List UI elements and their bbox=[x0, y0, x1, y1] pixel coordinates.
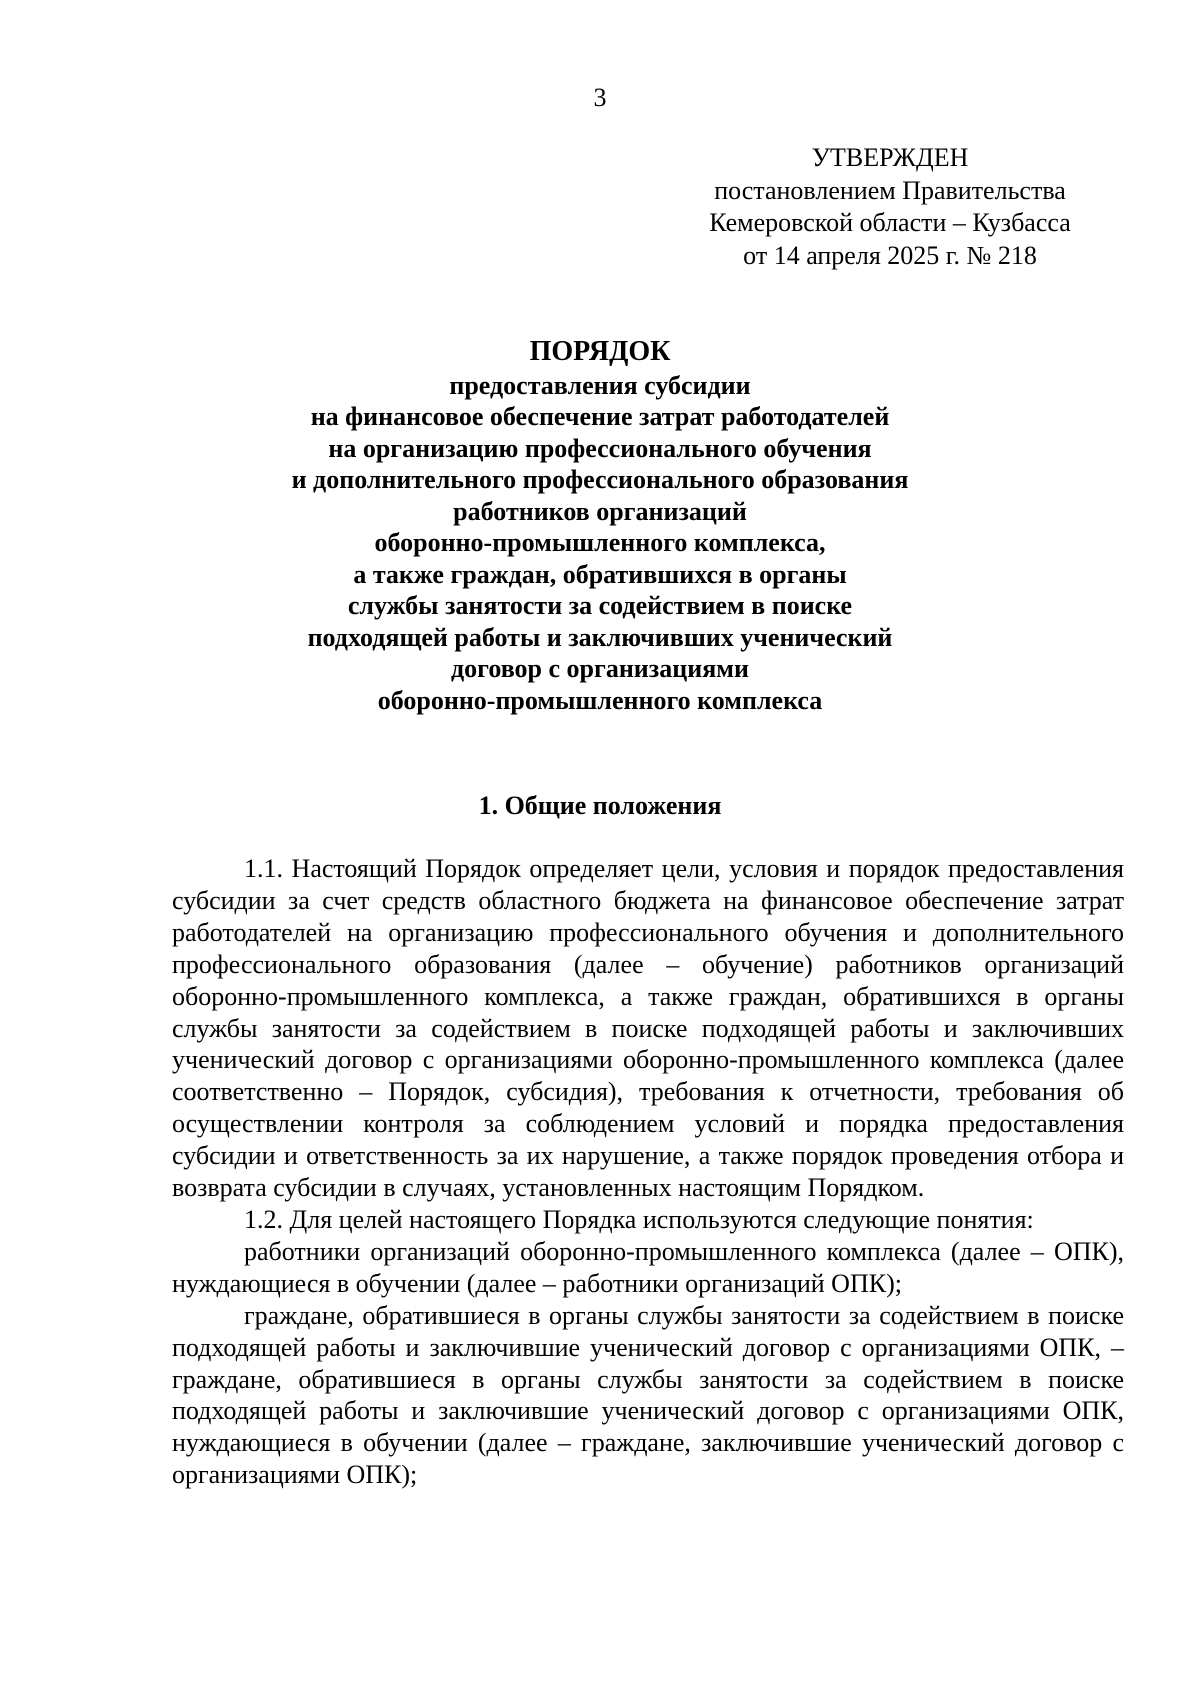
approval-region: Кемеровской области – Кузбасса bbox=[709, 208, 1071, 237]
title-line: договор с организациями bbox=[451, 654, 749, 683]
title-line: на финансовое обеспечение затрат работодателей bbox=[310, 402, 890, 431]
paragraph-1-2: 1.2. Для целей настоящего Порядка используются следующие понятия: bbox=[244, 1204, 1034, 1234]
definition-workers: работники организаций оборонно-промышленного комплекса (далее – ОПК), нуждающиеся в обучении (далее – работники организаций ОПК); bbox=[172, 1236, 1124, 1298]
approval-stamp bbox=[640, 142, 1140, 272]
approval-authority: постановлением Правительства bbox=[714, 175, 1066, 205]
title-line: оборонно-промышленного комплекса bbox=[377, 685, 823, 715]
document-title bbox=[120, 336, 1080, 716]
page-number: 3 bbox=[593, 83, 607, 112]
paragraph-1-1: 1.1. Настоящий Порядок определяет цели, условия и порядок предоставления субсидии за счет средств областного бюджета на финансовое обеспечение затрат работодателей на организацию профессионального обучения и дополнительного профессионального образования (далее – обучение) работников организаций оборонно-промышленного комплекса, а также граждан, обратившихся в органы службы занятости за содействием в поиске подходящей работы и заключивших ученический договор с организациями оборонно-промышленного комплекса (далее соответственно – Порядок, субсидия), требования к отчетности, требования об осуществлении контроля за соблюдением условий и порядка предоставления субсидии и ответственность за их нарушение, а также порядок проведения отбора и возврата субсидии в случаях, установленных настоящим Порядком. bbox=[172, 854, 1124, 1203]
title-line: службы занятости за содействием в поиске bbox=[347, 591, 853, 620]
title-line: работников организаций bbox=[453, 496, 747, 526]
title-line: на организацию профессионального обучения bbox=[328, 433, 872, 463]
title-line: а также граждан, обратившихся в органы bbox=[353, 559, 847, 589]
title-line: и дополнительного профессионального образования bbox=[291, 465, 909, 494]
title-main: ПОРЯДОК bbox=[529, 336, 671, 367]
title-line: подходящей работы и заключивших ученический bbox=[307, 622, 893, 652]
approval-status: УТВЕРЖДЕН bbox=[811, 143, 969, 172]
approval-date-number: от 14 апреля 2025 г. № 218 bbox=[743, 240, 1037, 270]
title-line: оборонно-промышленного комплекса, bbox=[374, 528, 826, 557]
title-line: предоставления субсидии bbox=[449, 370, 751, 400]
section-heading: 1. Общие положения bbox=[478, 791, 722, 820]
definition-citizens: граждане, обратившиеся в органы службы занятости за содействием в поиске подходящей работы и заключившие ученический договор с организациями ОПК, – граждане, обратившиеся в органы службы занятости за содействием в поиске подходящей работы и заключившие ученический договор с организациями ОПК, нуждающиеся в обучении (далее – граждане, заключившие ученический договор с организациями ОПК); bbox=[172, 1300, 1124, 1490]
section-body bbox=[172, 853, 1124, 1491]
